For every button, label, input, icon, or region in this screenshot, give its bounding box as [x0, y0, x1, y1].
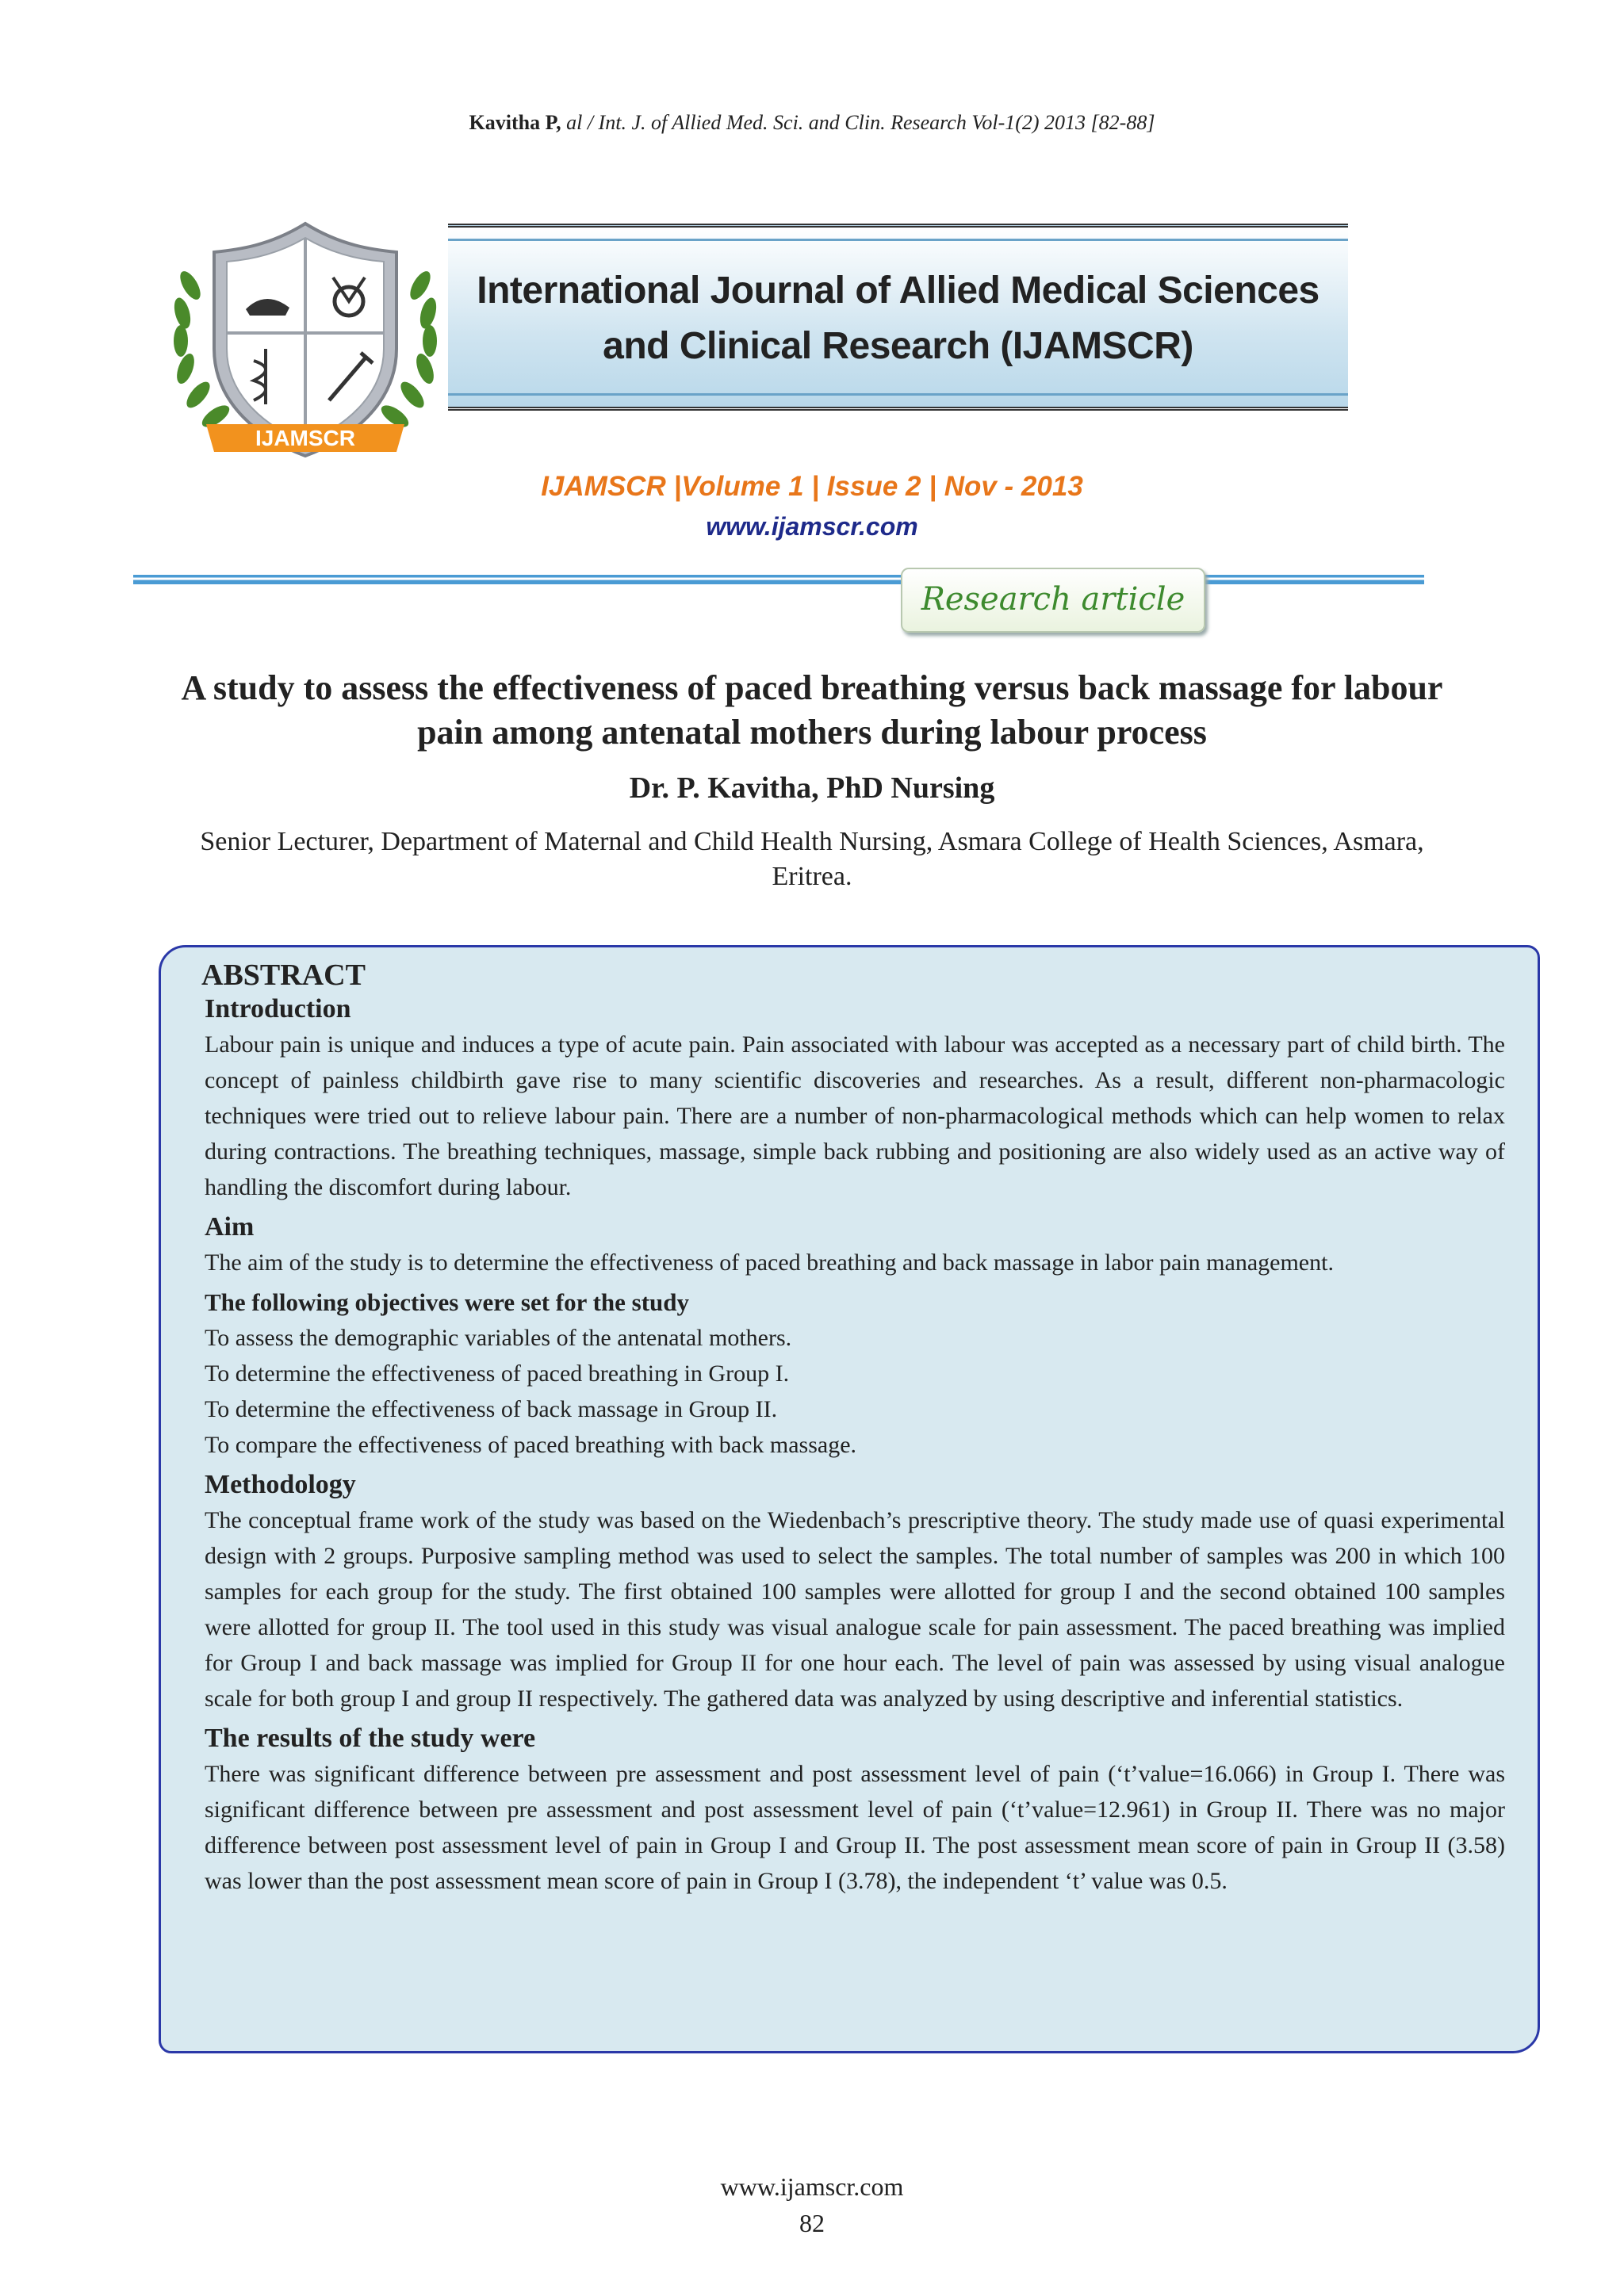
journal-banner [448, 224, 1348, 411]
aim-text: The aim of the study is to determine the effectiveness of paced breathing and back massage in labor pain management. [205, 1249, 1334, 1276]
methodology-text: The conceptual frame work of the study was based on the Wiedenbach’s prescriptive theory. The study made use of quasi experimental design with 2 groups. Purposive sampling method was used to select the samples. The total number of samples was 200 in which 100 samples for each group for the study. The first obtained 100 samples were allotted for group I and the second obtained 100 samples were allotted for group II. The tool used in this study was visual analogue scale for pain assessment. The paced breathing was implied for Group I and back massage was implied for Group II for one hour each. The level of pain was assessed by using visual analogue scale for both group I and group II respectively. The gathered data was analyzed by using descriptive and inferential statistics. [205, 1507, 1505, 1712]
results-text: There was significant difference between pre assessment and post assessment level of pain (‘t’value=16.066) in Group I. There was significant difference between pre assessment and post assessment level of pain (‘t’value=12.961) in Group II. There was no major difference between post assessment level of pain in Group I and Group II. The post assessment mean score of pain in Group II (3.58) was lower than the post assessment mean score of pain in Group I (3.78), the independent ‘t’ value was 0.5. [205, 1761, 1505, 1894]
page-number: 82 [799, 2209, 825, 2237]
aim-heading: Aim [205, 1212, 255, 1242]
author-name: Dr. P. Kavitha, PhD Nursing [629, 771, 995, 805]
objective-item: To determine the effectiveness of back massage in Group II. [205, 1396, 778, 1422]
issue-info: IJAMSCR |Volume 1 | Issue 2 | Nov - 2013 [541, 471, 1083, 502]
methodology-heading: Methodology [205, 1470, 356, 1499]
journal-name-line2: and Clinical Research (IJAMSCR) [603, 325, 1193, 367]
objective-item: To assess the demographic variables of the antenatal mothers. [205, 1325, 792, 1351]
introduction-heading: Introduction [205, 994, 351, 1024]
results-heading: The results of the study were [205, 1724, 536, 1753]
logo-ribbon-label: IJAMSCR [255, 426, 356, 450]
article-type-badge: Research article [901, 568, 1205, 633]
objective-item: To determine the effectiveness of paced breathing in Group I. [205, 1360, 790, 1387]
journal-url[interactable]: www.ijamscr.com [706, 512, 918, 541]
abstract-heading: ABSTRACT [201, 959, 366, 992]
journal-name-line1: International Journal of Allied Medical Sciences [477, 270, 1320, 312]
abstract-box [159, 945, 1540, 2053]
objectives-heading: The following objectives were set for the study [205, 1288, 690, 1316]
footer-url[interactable]: www.ijamscr.com [720, 2172, 904, 2201]
running-head-citation: al / Int. J. of Allied Med. Sci. and Clin. Research Vol-1(2) 2013 [82-88] [566, 111, 1155, 134]
running-head-authors: Kavitha P, [469, 111, 561, 134]
header-divider [133, 575, 1424, 584]
paper-title: A study to assess the effectiveness of paced breathing versus back massage for labour pain among antenatal mothers during labour process [181, 668, 1443, 752]
running-head [0, 111, 1624, 135]
objective-item: To compare the effectiveness of paced breathing with back massage. [205, 1432, 857, 1458]
author-affiliation: Senior Lecturer, Department of Maternal and Child Health Nursing, Asmara College of Health Sciences, Asmara, Eritrea. [200, 827, 1424, 891]
journal-logo [159, 214, 452, 476]
introduction-text: Labour pain is unique and induces a type of acute pain. Pain associated with labour was accepted as a necessary part of child birth. The concept of painless childbirth gave rise to many scientific discoveries and researches. As a result, different non-pharmacologic techniques were tried out to relieve labour pain. There are a number of non-pharmacological methods which can help women to relax during contractions. The breathing techniques, massage, simple back rubbing and positioning are also widely used as an active way of handling the discomfort during labour. [205, 1031, 1505, 1200]
